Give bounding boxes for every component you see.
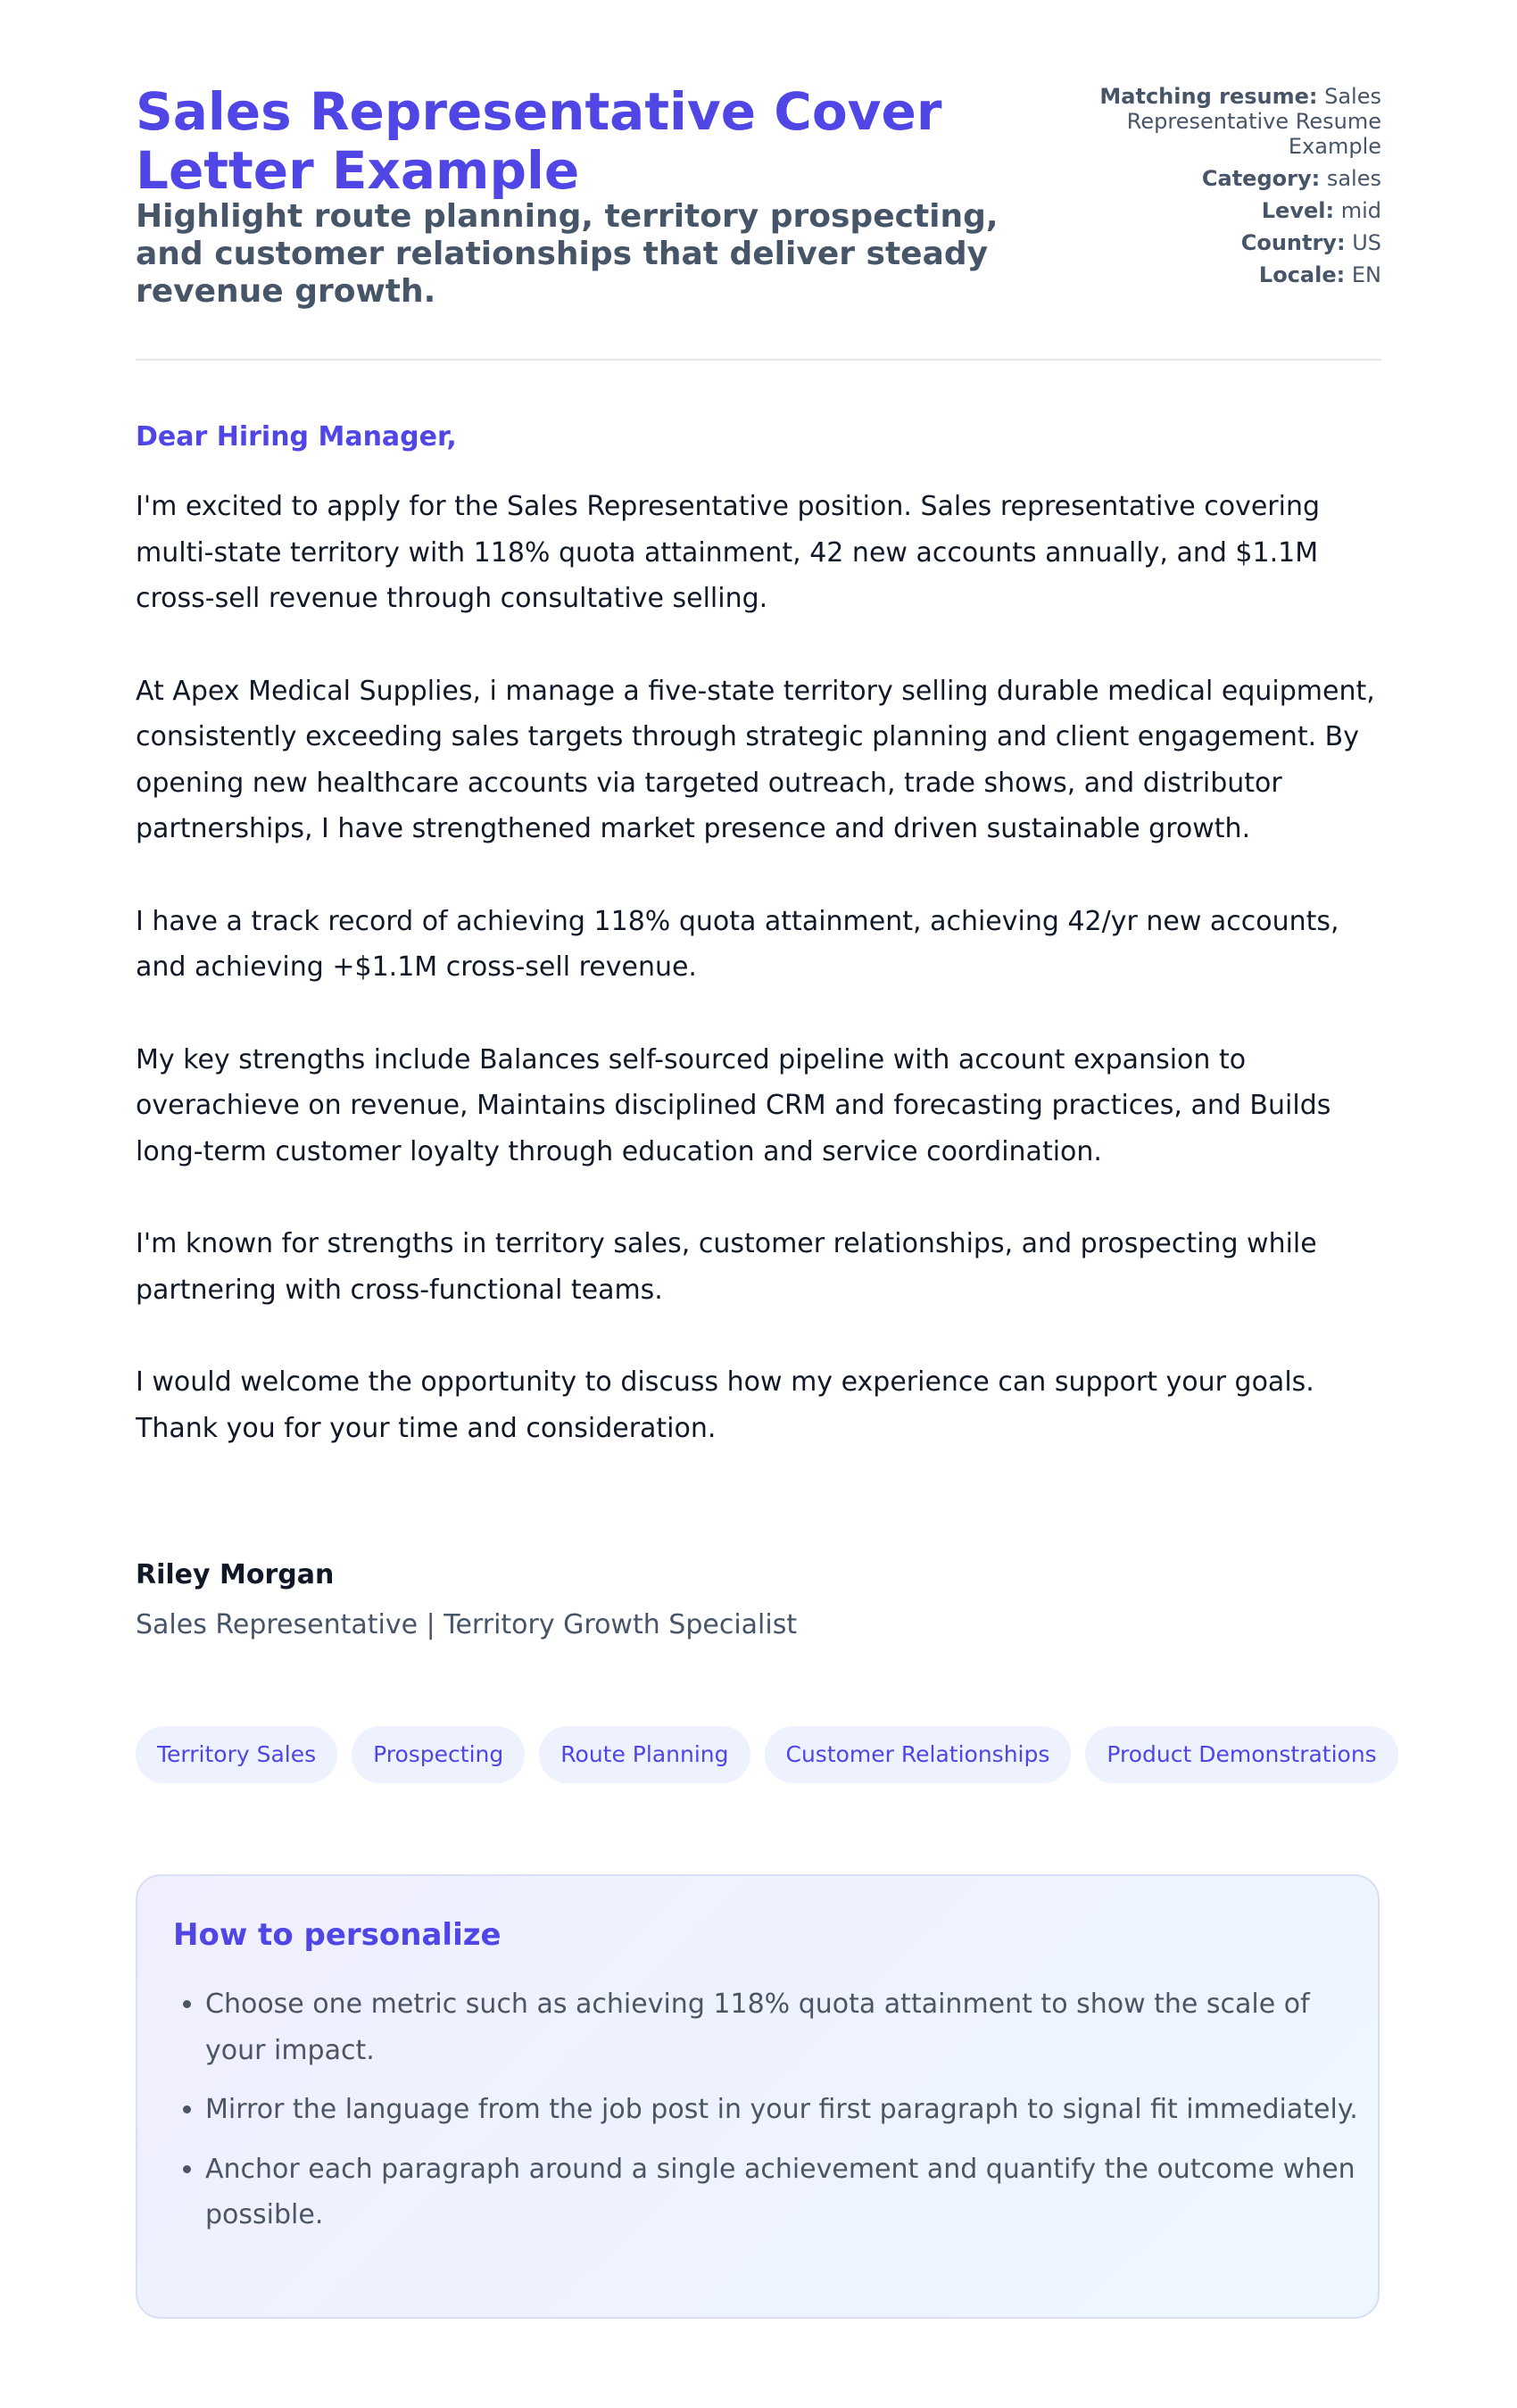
skill-tag: Customer Relationships [765, 1726, 1072, 1783]
letter-paragraph: My key strengths include Balances self-sourced pipeline with account expansion to overachieve on revenue, Maintains disciplined CRM and forecasting practices, and Builds long-term customer loyalty through education and service coordination. [136, 1043, 1331, 1167]
skill-tags [136, 1726, 1398, 1783]
page-title: Sales Representative Cover Letter Example [136, 81, 942, 201]
letter-greeting: Dear Hiring Manager, [136, 421, 457, 453]
page-header [136, 0, 1381, 361]
meta-value: EN [1351, 262, 1381, 287]
meta-key: Category: [1201, 166, 1321, 191]
meta-key: Level: [1261, 198, 1335, 223]
signature-name: Riley Morgan [136, 1559, 335, 1590]
meta-locale [1087, 262, 1381, 287]
meta-value: US [1352, 230, 1381, 255]
meta-value: mid [1340, 198, 1381, 223]
letter-signature [136, 1557, 1381, 1643]
tips-title: How to personalize [173, 1917, 502, 1953]
letter-paragraph: I have a track record of achieving 118% quota attainment, achieving 42/yr new accounts, and achieving +$1.1M cross-sell revenue. [136, 905, 1339, 983]
meta-country [1087, 230, 1381, 255]
meta-level [1087, 198, 1381, 223]
cover-letter-page [136, 0, 1381, 2230]
letter-body [136, 419, 1381, 1498]
tip-item: • Choose one metric such as achieving 118% quota attainment to show the scale of your impact. [205, 1981, 1365, 2073]
page-subtitle: Highlight route planning, territory prospecting, and customer relationships that deliver steady revenue growth. [136, 198, 999, 310]
meta-key: Locale: [1258, 262, 1346, 287]
personalize-tips-box [136, 1874, 1380, 2319]
meta-value: Sales Representative Resume Example [1126, 84, 1381, 159]
letter-paragraph: I'm excited to apply for the Sales Representative position. Sales representative covering multi-state territory with 118% quota attainment, 42 new accounts annually, and $1.1M cross-sell revenue through consultative selling. [136, 491, 1321, 614]
letter-paragraph: At Apex Medical Supplies, i manage a five-state territory selling durable medical equipment, consistently exceeding sales targets through strategic planning and client engagement. By opening new healthcare accounts via targeted outreach, trade shows, and distributor partnerships, I have strengthened market presence and driven sustainable growth. [136, 675, 1375, 844]
meta-value: sales [1326, 166, 1381, 191]
skill-tag: Territory Sales [136, 1726, 337, 1783]
meta-key: Country: [1240, 230, 1346, 255]
meta-matching-resume [1087, 84, 1381, 159]
letter-paragraph: I'm known for strengths in territory sales, customer relationships, and prospecting while partnering with cross-functional teams. [136, 1228, 1317, 1306]
meta-category [1087, 166, 1381, 191]
skill-tag: Prospecting [352, 1726, 525, 1783]
skill-tag: Route Planning [539, 1726, 750, 1783]
meta-key: Matching resume: [1099, 84, 1318, 109]
tips-list [173, 1981, 1365, 2252]
header-divider [136, 359, 1381, 361]
letter-paragraph: I would welcome the opportunity to discuss how my experience can support your goals. Thank you for your time and consideration. [136, 1366, 1314, 1444]
skill-tag: Product Demonstrations [1085, 1726, 1397, 1783]
tip-item: • Anchor each paragraph around a single achievement and quantify the outcome when possible. [205, 2146, 1365, 2238]
signature-title: Sales Representative | Territory Growth Specialist [136, 1609, 798, 1640]
tip-item: • Mirror the language from the job post in your first paragraph to signal fit immediately. [205, 2087, 1365, 2133]
metadata-panel [1087, 84, 1381, 295]
